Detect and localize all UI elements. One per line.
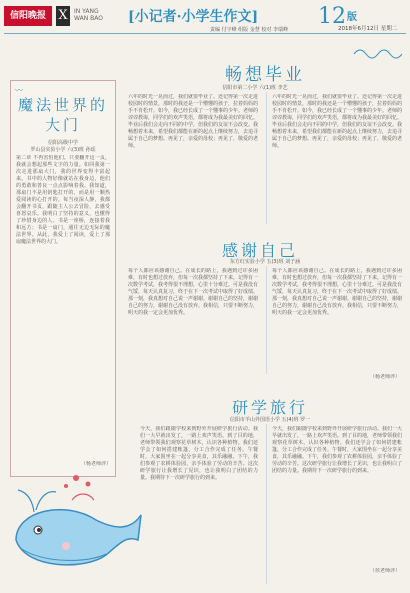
article-byline: 东方红实验小学 五(3)班 刘子涵 — [229, 259, 301, 265]
date-line: 2018年6月12日 星期二 — [338, 26, 398, 32]
article-body: 每个人都应该感谢自己。在成长的路上，我遇到过许多困难，有时也想过放弃，但每一次我都坚持了下来。记得有一次数学考试，我考得很不理想，心里十分难过。可是我没有气馁，每天认真复习，终于在下一次考试中取得了好成绩。那一刻，我真想对自己说一声谢谢。谢谢自己的坚持，谢谢自己的努力，谢谢自己没有放弃。我相信，只要不断努力，明天的我一定会更加优秀。 — [128, 268, 258, 316]
article-byline: 信阳市第二小学 六(1)班 李艺 — [222, 85, 288, 91]
bird-decoration-icon: 〰 — [15, 86, 23, 95]
article-box-left — [10, 80, 116, 477]
wave-decoration-icon — [352, 44, 402, 62]
article-title: 魔法世界的大门 — [17, 96, 108, 134]
masthead-rule — [4, 33, 406, 34]
article-body: 第二章 不再害怕他们。只要翻开这一页，我就会想起那些文字的力量。如同我第一次走进那扇大门，我的世界变得丰富起来。书中的人物好像就站在我身边，他们的勇敢和善良一点点影响着我。我知道，那扇门不是用钥匙打开的，而是用一颗热爱阅读的心打开的。每当夜深人静，我都会翻开书页，跟随主人公去冒险，去感受喜怒哀乐。我明白了坚持的意义，也懂得了珍惜身边的人。书是一座桥，连接着我和远方；书是一扇门，通往无边无际的魔法世界。从此，我爱上了阅读，爱上了那扇魔法世界的大门。 — [16, 155, 110, 245]
column-divider — [266, 266, 267, 374]
column-divider — [266, 424, 267, 584]
section-title: [小记者·小学生作文] — [128, 9, 259, 25]
editor-credits: 责编 付宇峰 组版 金慧 校对 李瑞峰 — [210, 27, 288, 33]
article-body-continued: 今天，我们跟随学校来到野外开展研学旅行活动。我们一大早就出发了，一路上欢声笑语。到了目的地，老师带领我们观察花草树木，认识各种植物。我们还学会了如何搭建帐篷，分工合作完成了任务。午餐时，大家围坐在一起分享美食，其乐融融。下午，我们参观了农耕体验园，亲手体验了劳动的辛苦。这次研学旅行让我增长了见识，也让我明白了团结的力量。我期待下一次研学旅行的到来。 — [272, 426, 402, 474]
column-divider — [266, 92, 267, 224]
teacher-comment: （侯老师评） — [369, 568, 400, 574]
article-body-continued: 六年的时光一晃而过，我们就要毕业了。还记得第一次走进校园时的情景，那时的我还是一个懵懂的孩子，拉着妈妈的手不肯松开。如今，我已经长成了一个懂事的少年。老师的谆谆教诲，同学们的欢声笑语，都将成为我最美好的回忆。毕业后我们会走向不同的中学，但我们的友谊不会改变。我畅想着未来，希望我们都能在新的起点上继续努力，去追寻属于自己的梦想。再见了，亲爱的母校；再见了，敬爱的老师。 — [272, 94, 402, 149]
article-body: 六年的时光一晃而过，我们就要毕业了。还记得第一次走进校园时的情景，那时的我还是一个懵懂的孩子，拉着妈妈的手不肯松开。如今，我已经长成了一个懂事的少年。老师的谆谆教诲，同学们的欢声笑语，都将成为我最美好的回忆。毕业后我们会走向不同的中学，但我们的友谊不会改变。我畅想着未来，希望我们都能在新的起点上继续努力，去追寻属于自己的梦想。再见了，亲爱的母校；再见了，敬爱的老师。 — [128, 94, 258, 149]
article-title: 研学旅行 — [231, 398, 308, 417]
article-body: 今天，我们跟随学校来到野外开展研学旅行活动。我们一大早就出发了，一路上欢声笑语。到了目的地，老师带领我们观察花草树木，认识各种植物。我们还学会了如何搭建帐篷，分工合作完成了任务。午餐时，大家围坐在一起分享美食，其乐融融。下午，我们参观了农耕体验园，亲手体验了劳动的辛苦。这次研学旅行让我增长了见识，也让我明白了团结的力量。我期待下一次研学旅行的到来。 — [140, 426, 258, 481]
page-number: 12 — [318, 4, 346, 29]
x-logo: X — [56, 6, 70, 26]
article-title: 感谢自己 — [221, 241, 298, 260]
article-title: 畅想毕业 — [225, 65, 305, 85]
article-body-continued: 每个人都应该感谢自己。在成长的路上，我遇到过许多困难，有时也想过放弃，但每一次我都坚持了下来。记得有一次数学考试，我考得很不理想，心里十分难过。可是我没有气馁，每天认真复习，终于在下一次考试中取得了好成绩。那一刻，我真想对自己说一声谢谢。谢谢自己的坚持，谢谢自己的努力，谢谢自己没有放弃。我相信，只要不断努力，明天的我一定会更加优秀。 — [272, 268, 402, 316]
page-label: 版 — [347, 12, 357, 23]
teacher-comment: （杨老师评） — [369, 374, 400, 380]
article-byline: 信阳高级中学 罗山县实验小学 六(3)班 孙瑶 — [30, 140, 96, 153]
newspaper-logo: 信阳晚报 — [4, 6, 52, 26]
teacher-comment: （杨老师评） — [80, 461, 111, 467]
whale-illustration — [6, 470, 146, 585]
article-byline: 信阳市羊山外国语小学 五(4)班 罗一 — [229, 417, 311, 423]
masthead — [0, 0, 410, 34]
pinyin-name: IN YANG WAN BAO — [74, 8, 103, 22]
